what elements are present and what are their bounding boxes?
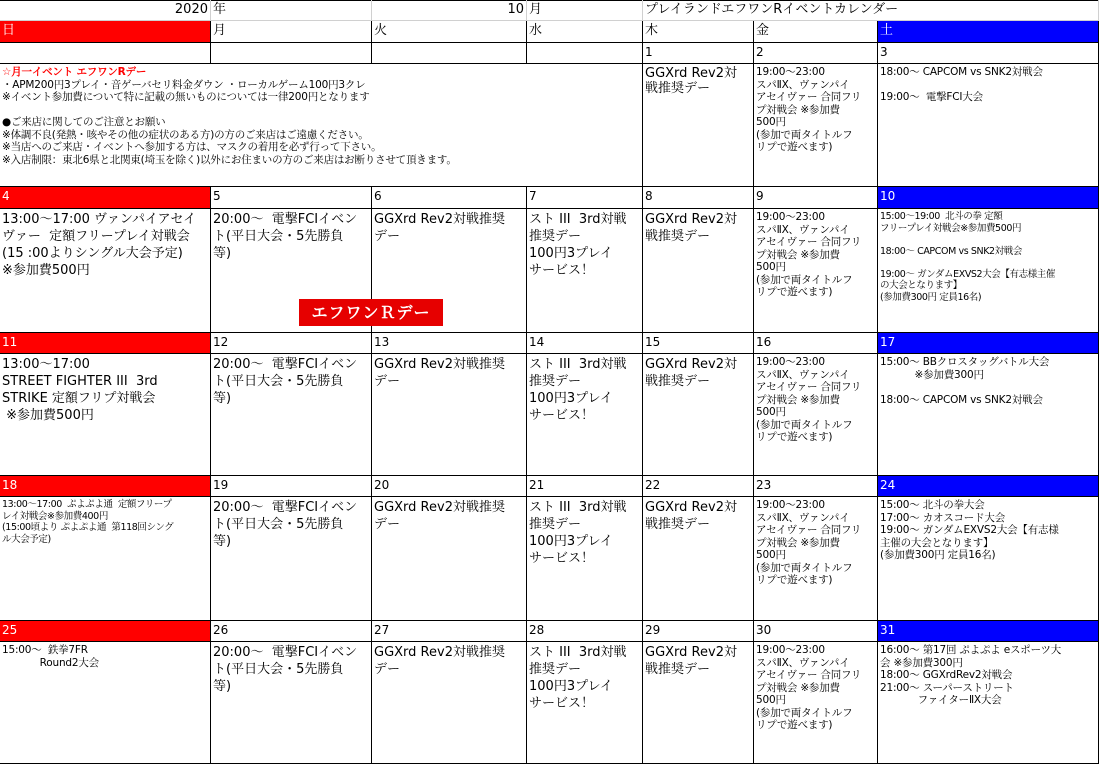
event-fri: 19:00〜23:00 スパⅡX、ヴァンパイ アセイヴァー 合同フリ プ対戦会 ※参加費 500円 (参加で両タイトルフ リプで遊べます) xyxy=(754,64,878,187)
event-wed: スト III 3rd対戦 推奨デー 100円3プレイ サービス！ xyxy=(527,497,643,621)
weekday-sun: 日 xyxy=(0,21,211,43)
date-cell: 13 xyxy=(372,333,527,354)
event-mon: 20:00〜 電撃FCIイベン ト(平日大会・5先勝負 等) xyxy=(211,354,372,476)
weekday-thu: 木 xyxy=(643,21,754,43)
date-cell: 21 xyxy=(527,476,643,497)
event-sun: 15:00〜 鉄拳7FR Round2大会 xyxy=(0,642,211,764)
event-tue: GGXrd Rev2対戦推奨 デー xyxy=(372,209,527,333)
date-cell: 8 xyxy=(643,187,754,209)
event-mon: 20:00〜 電撃FCIイベン ト(平日大会・5先勝負 等) xyxy=(211,209,372,333)
date-cell: 6 xyxy=(372,187,527,209)
notice-line: ※体調不良(発熱・咳やその他の症状のある方)の方のご来店はご遠慮ください。 xyxy=(2,128,369,141)
date-cell: 30 xyxy=(754,621,878,642)
date-cell: 2 xyxy=(754,43,878,64)
notice-line: ※入店制限：東北6県と北関東(埼玉を除く)以外にお住まいの方のご来店はお断りさせて頂きます。 xyxy=(2,153,457,166)
date-cell: 5 xyxy=(211,187,372,209)
month-unit-cell: 月 xyxy=(527,0,643,21)
date-cell: 3 xyxy=(878,43,1099,64)
date-cell xyxy=(0,43,211,64)
event-tue: GGXrd Rev2対戦推奨 デー xyxy=(372,354,527,476)
date-cell: 9 xyxy=(754,187,878,209)
notice-line: ●ご来店に関してのご注意とお願い xyxy=(2,116,166,128)
date-cell xyxy=(211,43,372,64)
date-cell: 15 xyxy=(643,333,754,354)
event-fri: 19:00〜23:00 スパⅡX、ヴァンパイ アセイヴァー 合同フリ プ対戦会 ※参加費 500円 (参加で両タイトルフ リプで遊べます) xyxy=(754,642,878,764)
event-sun: 13:00〜17:00 ぷよぷよ通 定額フリープ レイ対戦会※参加費400円 (15:00頃より ぷよぷよ通 第118回シング ル大会予定) xyxy=(0,497,211,621)
weekday-fri: 金 xyxy=(754,21,878,43)
event-sat: 16:00〜 第17回 ぷよぷよ eスポーツ大 会 ※参加費300円 18:00〜 GGXrdRev2対戦会 21:00〜 スーパーストリート ファイターⅡX大会 xyxy=(878,642,1099,764)
event-thu: GGXrd Rev2対 戦推奨デー xyxy=(643,64,754,187)
event-thu: GGXrd Rev2対 戦推奨デー xyxy=(643,497,754,621)
event-tue: GGXrd Rev2対戦推奨 デー xyxy=(372,497,527,621)
date-cell: 23 xyxy=(754,476,878,497)
weekday-sat: 土 xyxy=(878,21,1099,43)
event-sun: 13:00〜17:00 STREET FIGHTER III 3rd STRIKE 定額フリプ対戦会 ※参加費500円 xyxy=(0,354,211,476)
event-fri: 19:00〜23:00 スパⅡX、ヴァンパイ アセイヴァー 合同フリ プ対戦会 ※参加費 500円 (参加で両タイトルフ リプで遊べます) xyxy=(754,497,878,621)
date-cell: 25 xyxy=(0,621,211,642)
date-cell: 28 xyxy=(527,621,643,642)
event-fri: 19:00〜23:00 スパⅡX、ヴァンパイ アセイヴァー 合同フリ プ対戦会 ※参加費 500円 (参加で両タイトルフ リプで遊べます) xyxy=(754,209,878,333)
date-cell: 16 xyxy=(754,333,878,354)
date-cell: 14 xyxy=(527,333,643,354)
event-wed: スト III 3rd対戦 推奨デー 100円3プレイ サービス！ xyxy=(527,209,643,333)
event-mon: 20:00〜 電撃FCIイベン ト(平日大会・5先勝負 等) xyxy=(211,642,372,764)
f1r-day-badge: エフワンＲデー xyxy=(299,299,443,326)
notice-line xyxy=(2,104,642,117)
date-cell: 17 xyxy=(878,333,1099,354)
notice-line: ※当店へのご来店・イベントへ参加する方は、マスクの着用を必ず行って下さい。 xyxy=(2,141,382,153)
notice-line: ※イベント参加費について特に記載の無いものについては一律200円となります xyxy=(2,91,370,103)
event-thu: GGXrd Rev2対 戦推奨デー xyxy=(643,354,754,476)
weekday-tue: 火 xyxy=(372,21,527,43)
date-cell: 20 xyxy=(372,476,527,497)
date-cell: 26 xyxy=(211,621,372,642)
calendar-title: プレイランドエフワンRイベントカレンダー xyxy=(643,0,1099,21)
date-cell: 4 xyxy=(0,187,211,209)
date-cell: 24 xyxy=(878,476,1099,497)
event-thu: GGXrd Rev2対 戦推奨デー xyxy=(643,209,754,333)
event-tue: GGXrd Rev2対戦推奨 デー xyxy=(372,642,527,764)
date-cell: 31 xyxy=(878,621,1099,642)
event-sat: 15:00〜19:00 北斗の拳 定額 フリープレイ対戦会※参加費500円 18:00〜 CAPCOM vs SNK2対戦会 19:00〜 ガンダムEXVS2大会【有志様主催 の大会となります】 (参加費300円 定員16名) xyxy=(878,209,1099,333)
date-cell: 7 xyxy=(527,187,643,209)
date-cell: 12 xyxy=(211,333,372,354)
event-sat: 15:00〜 BBクロスタッグバトル大会 ※参加費300円 18:00〜 CAPCOM vs SNK2対戦会 xyxy=(878,354,1099,476)
year-cell: 2020 xyxy=(0,0,211,21)
year-unit-cell: 年 xyxy=(211,0,372,21)
event-thu: GGXrd Rev2対 戦推奨デー xyxy=(643,642,754,764)
event-sat: 15:00〜 北斗の拳大会 17:00〜 カオスコード大会 19:00〜 ガンダムEXVS2大会【有志様 主催の大会となります】 (参加費300円 定員16名) xyxy=(878,497,1099,621)
month-cell: 10 xyxy=(372,0,527,21)
notice-title: ☆月一イベント エフワンRデー xyxy=(2,66,147,78)
event-sun: 13:00〜17:00 ヴァンパイアセイ ヴァー 定額フリープレイ対戦会 (15 :00よりシングル大会予定) ※参加費500円 xyxy=(0,209,211,333)
event-mon: 20:00〜 電撃FCIイベン ト(平日大会・5先勝負 等) xyxy=(211,497,372,621)
date-cell: 27 xyxy=(372,621,527,642)
date-cell xyxy=(372,43,527,64)
date-cell: 10 xyxy=(878,187,1099,209)
date-cell: 18 xyxy=(0,476,211,497)
event-wed: スト III 3rd対戦 推奨デー 100円3プレイ サービス！ xyxy=(527,354,643,476)
event-sat: 18:00〜 CAPCOM vs SNK2対戦会 19:00〜 電撃FCI大会 xyxy=(878,64,1099,187)
date-cell: 1 xyxy=(643,43,754,64)
date-cell: 29 xyxy=(643,621,754,642)
notice-block xyxy=(0,64,643,187)
weekday-wed: 水 xyxy=(527,21,643,43)
date-cell: 11 xyxy=(0,333,211,354)
date-cell: 19 xyxy=(211,476,372,497)
date-cell: 22 xyxy=(643,476,754,497)
notice-line: ・APM200円3プレイ・音ゲーバセリ料金ダウン ・ローカルゲーム100円3クレ xyxy=(2,78,366,91)
date-cell xyxy=(527,43,643,64)
weekday-mon: 月 xyxy=(211,21,372,43)
event-wed: スト III 3rd対戦 推奨デー 100円3プレイ サービス！ xyxy=(527,642,643,764)
event-fri: 19:00〜23:00 スパⅡX、ヴァンパイ アセイヴァー 合同フリ プ対戦会 ※参加費 500円 (参加で両タイトルフ リプで遊べます) xyxy=(754,354,878,476)
